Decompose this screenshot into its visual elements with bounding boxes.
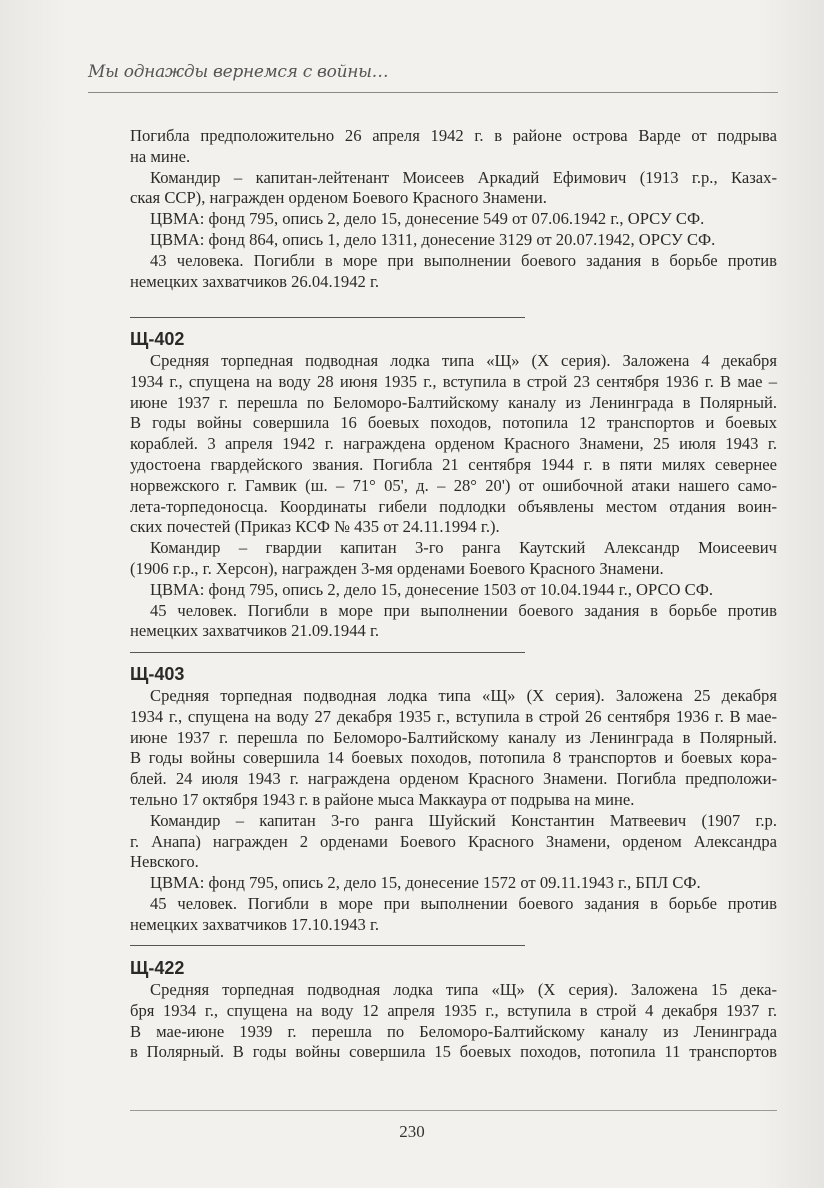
paragraph (130, 686, 777, 811)
text-line: лета-торпедоносца. Координаты гибели подлодки объявлены местом отдания воин- (130, 496, 777, 516)
text-line: июне 1937 г. перешла по Беломоро-Балтийскому каналу из Ленинграда в Полярный. (130, 727, 777, 747)
text-line: г. Анапа) награжден 2 орденами Боевого Красного Знамени, орденом Александра (130, 831, 777, 851)
section-shch-402 (130, 327, 777, 642)
text-line: на мине. (130, 146, 191, 166)
text-line: блей. 24 июля 1943 г. награждена орденом Красного Знамени. Погибла предположи- (130, 769, 777, 789)
text-line: тельно 17 октября 1943 г. в районе мыса Маккаура от подрыва на мине. (130, 789, 635, 809)
footer-rule (130, 1110, 777, 1111)
text-line: ских почестей (Приказ КСФ № 435 от 24.11.1994 г.). (130, 517, 500, 537)
section-shch-403 (130, 662, 777, 936)
paragraph (130, 811, 777, 873)
section-divider (130, 652, 525, 653)
text-line: (1906 г.р., г. Херсон), награжден 3-мя орденами Боевого Красного Знамени. (130, 558, 664, 578)
text-line: Средняя торпедная подводная лодка типа «Щ» (X серия). Заложена 4 декабря (150, 351, 777, 370)
text-line: Средняя торпедная подводная лодка типа «Щ» (X серия). Заложена 15 дека- (150, 980, 777, 999)
paragraph (130, 351, 777, 538)
text-line: ЦВМА: фонд 795, опись 2, дело 15, донесение 1572 от 09.11.1943 г., БПЛ СФ. (150, 873, 701, 893)
paragraph (130, 601, 777, 643)
text-line: ЦВМА: фонд 795, опись 2, дело 15, донесение 549 от 07.06.1942 г., ОРСУ СФ. (150, 209, 705, 229)
text-line: 1934 г., спущена на воду 28 июня 1935 г., вступила в строй 23 сентября 1936 г. В мае – (130, 371, 777, 391)
text-line: Погибла предположительно 26 апреля 1942 г. в районе острова Варде от подрыва (130, 126, 777, 145)
paragraph (130, 230, 777, 251)
running-head: Мы однажды вернемся с войны… (88, 62, 389, 82)
section-heading: Щ-402 (130, 329, 185, 349)
text-line: немецких захватчиков 26.04.1942 г. (130, 271, 380, 291)
text-line: Командир – гвардии капитан 3-го ранга Каутский Александр Моисеевич (150, 538, 777, 558)
paragraph (130, 251, 777, 293)
text-line: Средняя торпедная подводная лодка типа «Щ» (X серия). Заложена 25 декабря (150, 686, 777, 705)
text-line: ская ССР), награжден орденом Боевого Красного Знамени. (130, 188, 547, 208)
paragraph (130, 168, 777, 210)
paragraph (130, 209, 777, 230)
section-divider (130, 317, 525, 318)
text-line: кораблей. 3 апреля 1942 г. награждена орденом Красного Знамени, 25 июля 1943 г. (130, 434, 777, 454)
paragraph (130, 580, 777, 601)
text-line: В годы войны совершила 16 боевых походов, потопила 12 транспортов и боевых (130, 413, 777, 433)
section-divider (130, 945, 525, 946)
text-line: Командир – капитан 3-го ранга Шуйский Константин Матвеевич (1907 г.р. (150, 810, 777, 830)
text-line: 1934 г., спущена на воду 27 декабря 1935 г., вступила в строй 26 сентября 1936 г. В мае- (130, 706, 777, 726)
text-line: Командир – капитан-лейтенант Моисеев Аркадий Ефимович (1913 г.р., Казах- (150, 167, 777, 187)
section-heading: Щ-403 (130, 664, 185, 684)
text-line: июне 1937 г. перешла по Беломоро-Балтийскому каналу из Ленинграда в Полярный. (130, 392, 777, 412)
text-line: 43 человека. Погибли в море при выполнении боевого задания в борьбе против (150, 250, 777, 270)
paragraph (130, 980, 777, 1063)
text-line: 45 человек. Погибли в море при выполнении боевого задания в борьбе против (150, 600, 777, 620)
page-number: 230 (399, 1122, 425, 1141)
text-line: удостоена гвардейского звания. Погибла 21 сентября 1944 г. в пяти милях севернее (130, 454, 777, 474)
text-line: В годы войны совершила 14 боевых походов, потопила 8 транспортов и боевых кора- (130, 748, 777, 768)
paragraph (130, 538, 777, 580)
section-continuation (130, 126, 777, 292)
paragraph (130, 894, 777, 936)
section-heading: Щ-422 (130, 958, 185, 978)
text-line: Невского. (130, 852, 199, 872)
text-line: ЦВМА: фонд 795, опись 2, дело 15, донесение 1503 от 10.04.1944 г., ОРСО СФ. (150, 579, 713, 599)
text-line: ЦВМА: фонд 864, опись 1, дело 1311, донесение 3129 от 20.07.1942, ОРСУ СФ. (150, 229, 716, 249)
paragraph (130, 873, 777, 894)
text-line: 45 человек. Погибли в море при выполнении боевого задания в борьбе против (150, 893, 777, 913)
text-line: норвежского г. Гамвик (ш. – 71° 05', д. – 28° 20') от ошибочной атаки нашего само- (130, 475, 777, 495)
text-line: в Полярный. В годы войны совершила 15 боевых походов, потопила 11 транспортов (130, 1042, 777, 1062)
paragraph (130, 126, 777, 168)
text-line: немецких захватчиков 17.10.1943 г. (130, 914, 380, 934)
section-shch-422 (130, 956, 777, 1063)
text-line: В мае-июне 1939 г. перешла по Беломоро-Балтийскому каналу из Ленинграда (130, 1021, 777, 1041)
text-line: бря 1934 г., спущена на воду 12 апреля 1935 г., вступила в строй 4 декабря 1937 г. (130, 1000, 777, 1020)
text-line: немецких захватчиков 21.09.1944 г. (130, 621, 380, 641)
header-rule (88, 92, 778, 93)
